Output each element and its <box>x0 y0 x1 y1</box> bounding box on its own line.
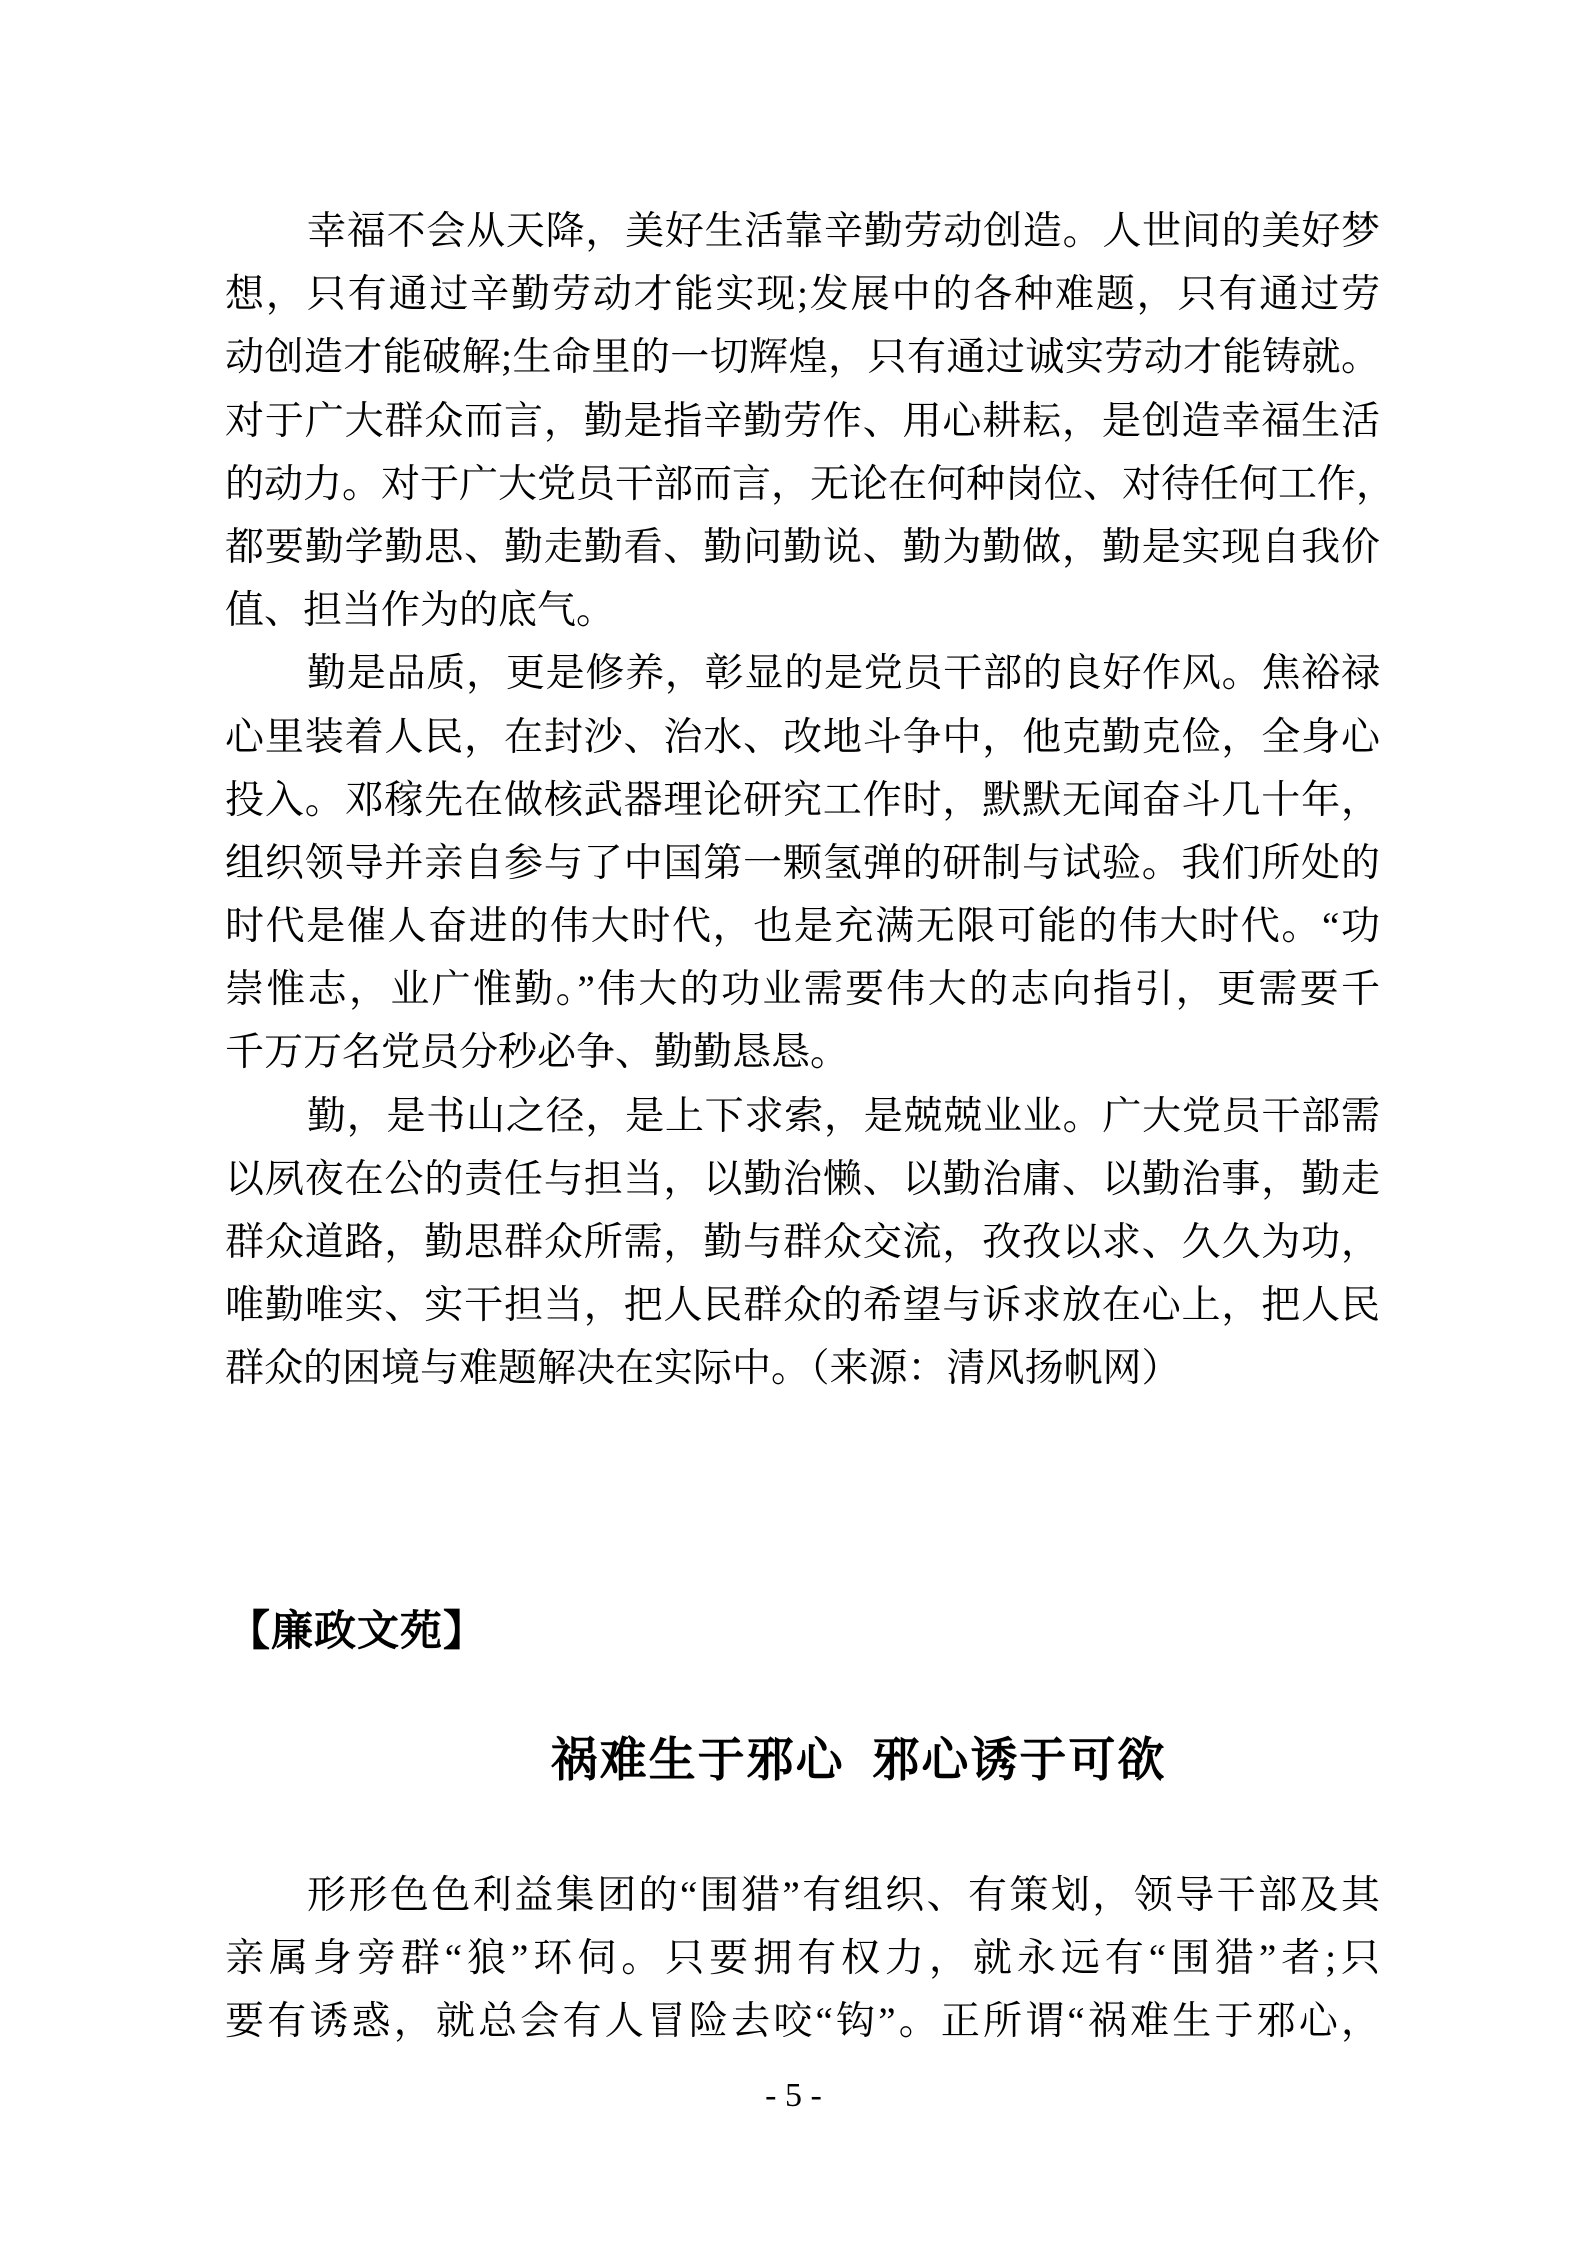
text-line: 崇惟志，业广惟勤。”伟大的功业需要伟大的志向指引，更需要千 <box>225 968 1380 1012</box>
text-line: 千万万名党员分秒必争、勤勤恳恳。 <box>225 1031 850 1075</box>
text-line: 心里装着人民，在封沙、治水、改地斗争中，他克勤克俭，全身心 <box>225 715 1380 759</box>
section-heading: 【廉政文苑】 <box>228 1609 487 1655</box>
page-number: - 5 - <box>765 2077 822 2114</box>
article-title: 祸难生于邪心 邪心诱于可欲 <box>550 1735 1167 1787</box>
text-line: 时代是催人奋进的伟大时代，也是充满无限可能的伟大时代。“功 <box>225 905 1380 949</box>
text-line: 唯勤唯实、实干担当，把人民群众的希望与诉求放在心上，把人民 <box>225 1284 1380 1328</box>
text-line: 的动力。对于广大党员干部而言，无论在何种岗位、对待任何工作， <box>225 462 1396 506</box>
text-line: 想，只有通过辛勤劳动才能实现;发展中的各种难题，只有通过劳 <box>225 273 1380 317</box>
text-line: 形形色色利益集团的“围猎”有组织、有策划，领导干部及其 <box>307 1874 1380 1917</box>
text-line: 值、担当作为的底气。 <box>225 589 616 633</box>
text-line: 要有诱惑，就总会有人冒险去咬“钩”。正所谓“祸难生于邪心， <box>225 2000 1380 2044</box>
text-line: 组织领导并亲自参与了中国第一颗氢弹的研制与试验。我们所处的 <box>225 841 1380 885</box>
text-line: 以夙夜在公的责任与担当，以勤治懒、以勤治庸、以勤治事，勤走 <box>225 1157 1380 1201</box>
text-line: 勤是品质，更是修养，彰显的是党员干部的良好作风。焦裕禄 <box>307 652 1380 696</box>
text-line: 勤，是书山之径，是上下求索，是兢兢业业。广大党员干部需 <box>307 1094 1380 1138</box>
article-body-second <box>225 1864 1380 2054</box>
text-line: 亲属身旁群“狼”环伺。只要拥有权力，就永远有“围猎”者;只 <box>225 1937 1380 1981</box>
text-line: 动创造才能破解;生命里的一切辉煌，只有通过诚实劳动才能铸就。 <box>225 336 1380 380</box>
text-line: 都要勤学勤思、勤走勤看、勤问勤说、勤为勤做，勤是实现自我价 <box>225 525 1380 569</box>
article-body-first <box>225 200 1396 1401</box>
text-line: 对于广大群众而言，勤是指辛勤劳作、用心耕耘，是创造幸福生活 <box>225 399 1380 443</box>
text-line: 投入。邓稼先在做核武器理论研究工作时，默默无闻奋斗几十年， <box>225 778 1380 822</box>
text-line: 群众道路，勤思群众所需，勤与群众交流，孜孜以求、久久为功， <box>225 1221 1380 1264</box>
text-line: 幸福不会从天降，美好生活靠辛勤劳动创造。人世间的美好梦 <box>307 210 1380 253</box>
text-line: 群众的困境与难题解决在实际中。（来源：清风扬帆网） <box>225 1347 1181 1391</box>
